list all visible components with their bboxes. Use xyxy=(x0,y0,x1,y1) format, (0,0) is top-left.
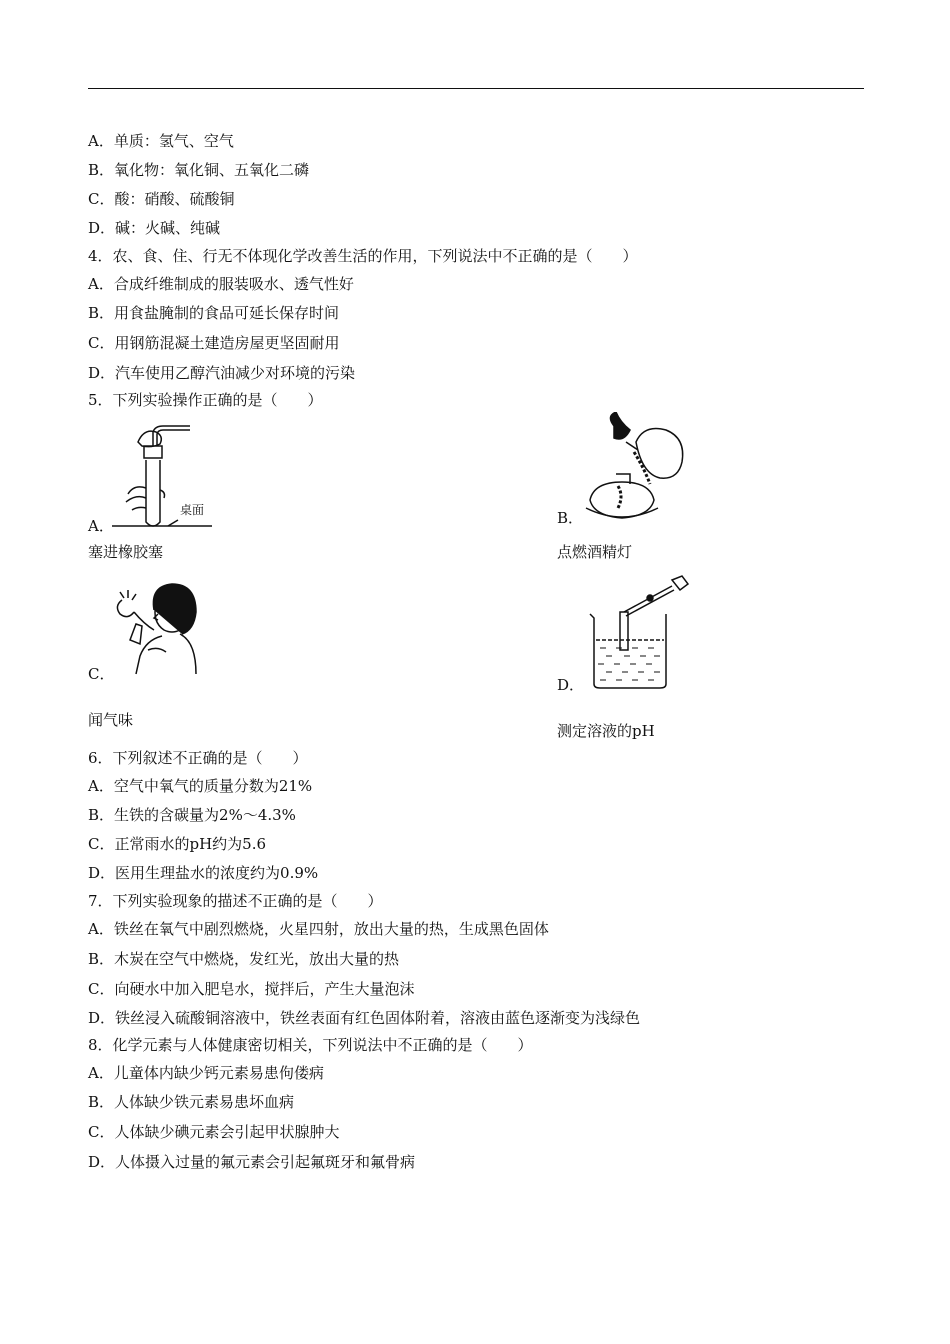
q4-option-c: C．用钢筋混凝土建造房屋更坚固耐用 xyxy=(88,334,340,352)
q5-d-letter: D． xyxy=(557,676,585,694)
q3-option-a: A．单质：氢气、空气 xyxy=(88,132,234,150)
q8-option-a: A．儿童体内缺少钙元素易患佝偻病 xyxy=(88,1064,324,1082)
q4-option-d: D．汽车使用乙醇汽油减少对环境的污染 xyxy=(88,364,356,382)
header-rule xyxy=(88,88,864,89)
q3-option-d: D．碱：火碱、纯碱 xyxy=(88,219,221,237)
q5-b-caption: 点燃酒精灯 xyxy=(557,543,633,561)
alcohol-lamp-image xyxy=(574,412,694,524)
test-tube-stopper-image xyxy=(108,418,218,534)
q5-d-caption: 测定溶液的pH xyxy=(557,722,655,740)
ph-test-image xyxy=(586,572,692,692)
q7-stem: 7．下列实验现象的描述不正确的是（ ） xyxy=(88,892,383,910)
q6-option-a: A．空气中氧气的质量分数为21% xyxy=(88,777,313,795)
q5-c-letter: C． xyxy=(88,665,115,683)
q4-stem: 4．农、食、住、行无不体现化学改善生活的作用，下列说法中不正确的是（ ） xyxy=(88,247,638,265)
q8-option-d: D．人体摄入过量的氟元素会引起氟斑牙和氟骨病 xyxy=(88,1153,416,1171)
q4-option-b: B．用食盐腌制的食品可延长保存时间 xyxy=(88,304,340,322)
q7-option-c: C．向硬水中加入肥皂水，搅拌后，产生大量泡沫 xyxy=(88,980,415,998)
q5-a-caption: 塞进橡胶塞 xyxy=(88,543,164,561)
q6-option-b: B．生铁的含碳量为2%～4.3% xyxy=(88,806,296,824)
q5-stem: 5．下列实验操作正确的是（ ） xyxy=(88,391,323,409)
q8-option-b: B．人体缺少铁元素易患坏血病 xyxy=(88,1093,295,1111)
q6-option-c: C．正常雨水的pH约为5.6 xyxy=(88,835,267,853)
q7-option-d: D．铁丝浸入硫酸铜溶液中，铁丝表面有红色固体附着，溶液由蓝色逐渐变为浅绿色 xyxy=(88,1009,641,1027)
q3-option-b: B．氧化物：氧化铜、五氧化二磷 xyxy=(88,161,310,179)
q6-option-d: D．医用生理盐水的浓度约为0.9% xyxy=(88,864,319,882)
q5-b-letter: B． xyxy=(557,509,584,527)
q5-c-caption: 闻气味 xyxy=(88,711,134,729)
table-label: 桌面 xyxy=(180,503,205,517)
q7-option-b: B．木炭在空气中燃烧，发红光，放出大量的热 xyxy=(88,950,400,968)
q5-a-letter: A． xyxy=(88,517,114,535)
q8-option-c: C．人体缺少碘元素会引起甲状腺肿大 xyxy=(88,1123,340,1141)
q4-option-a: A．合成纤维制成的服装吸水、透气性好 xyxy=(88,275,354,293)
q3-option-c: C．酸：硝酸、硫酸铜 xyxy=(88,190,235,208)
q8-stem: 8．化学元素与人体健康密切相关，下列说法中不正确的是（ ） xyxy=(88,1036,533,1054)
smelling-gas-image xyxy=(110,580,202,676)
q7-option-a: A．铁丝在氧气中剧烈燃烧，火星四射，放出大量的热，生成黑色固体 xyxy=(88,920,549,938)
q6-stem: 6．下列叙述不正确的是（ ） xyxy=(88,749,308,767)
